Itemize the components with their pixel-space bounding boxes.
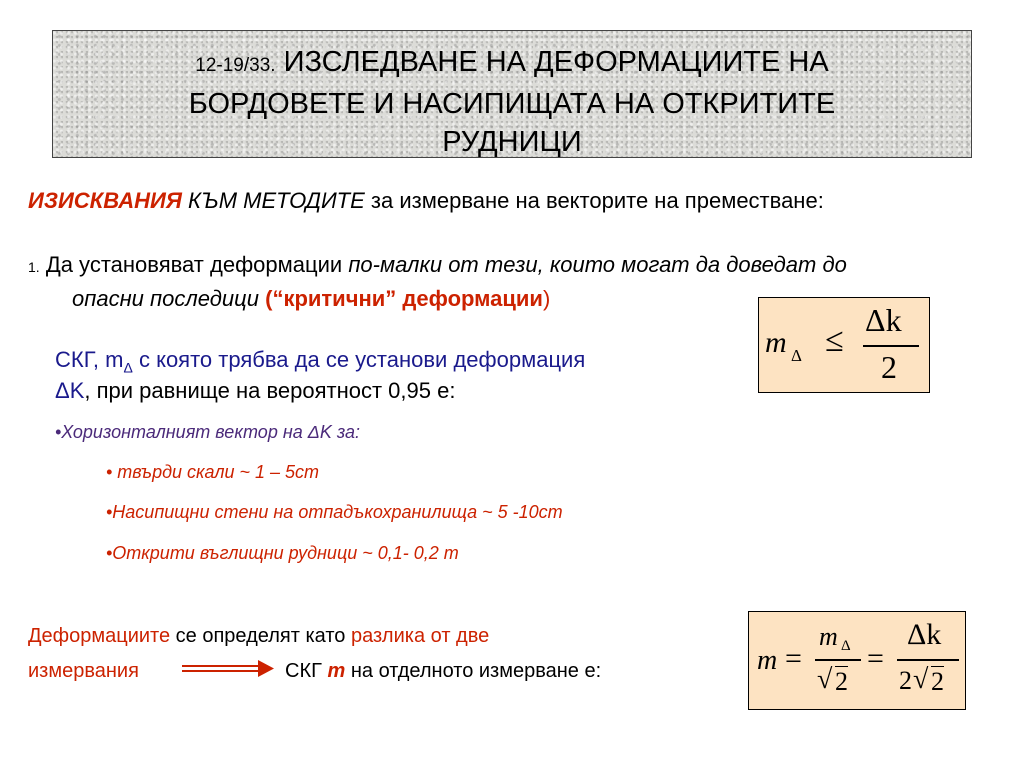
formula-2-m: m [757, 645, 778, 676]
item-1-paren-close: ) [542, 286, 551, 311]
formula-1-den: 2 [881, 349, 897, 385]
arrow-right-icon [180, 657, 276, 679]
measurements-word: измервания [28, 660, 139, 682]
skg-label: СКГ, m [55, 347, 124, 372]
item-1-text-b: по-малки от тези, които могат да доведат до [348, 252, 847, 277]
slide-number: 12-19/33. [195, 55, 276, 76]
item-1-paren-open: ( [265, 286, 273, 311]
bottom-line-1 [28, 625, 489, 648]
formula-m-delta [758, 297, 930, 393]
formula-2-num-1-sub: Δ [841, 638, 851, 654]
sqrt-icon: √ [817, 664, 833, 695]
m-symbol: m [327, 660, 346, 682]
horizontal-vector: •Хоризонталният вектор на ΔK за: [55, 422, 361, 442]
formula-1-sub: Δ [791, 346, 802, 365]
formula-2-den-2-coef: 2 [899, 666, 912, 695]
formula-1-m: m [765, 326, 787, 359]
to-methods: КЪМ МЕТОДИТЕ [188, 188, 365, 213]
item-1-number: 1. [28, 259, 40, 275]
bottom-defined-as: се определят като [170, 625, 351, 647]
title-line-3: РУДНИЦИ [442, 126, 582, 158]
formula-1-fraction-bar [863, 345, 919, 347]
skg-line-1 [55, 347, 585, 375]
formula-2-den-2: 2 [931, 667, 944, 696]
title-line-2: БОРДОВЕТЕ И НАСИПИЩАТА НА ОТКРИТИТЕ [188, 88, 836, 120]
bottom-line-2-rest: на отделното измерване е: [345, 660, 602, 682]
formula-2-fraction-bar-1 [815, 659, 861, 661]
delta-k: ΔK [55, 378, 85, 403]
requirements-heading [28, 188, 824, 214]
bullet-hard-rocks: • твърди скали ~ 1 – 5cm [106, 462, 320, 482]
slide-title-box [52, 30, 972, 158]
sqrt-icon: √ [913, 664, 929, 695]
formula-2-num-2: Δk [907, 618, 942, 651]
skg-bottom: СКГ [285, 660, 328, 682]
item-1-line-2 [72, 286, 550, 312]
skg-sub: Δ [123, 359, 133, 376]
item-1-line-1 [28, 252, 847, 278]
formula-1-num: Δk [865, 302, 902, 338]
requirements-rest: за измерване на векторите на преместване: [370, 188, 824, 213]
formula-2-num-1: m [819, 622, 838, 651]
slide-title [53, 43, 971, 161]
bullet-coal-mines: •Открити въглищни рудници ~ 0,1- 0,2 m [106, 543, 459, 563]
formula-m-single [748, 611, 966, 710]
skg-line-2 [55, 378, 455, 404]
formula-1-leq: ≤ [825, 322, 844, 359]
bottom-line-2 [285, 660, 601, 683]
critical-deformations: “критични” деформации [272, 286, 543, 311]
formula-2-eq-1: = [785, 642, 802, 675]
item-1-text-a: Да установяват деформации [45, 252, 343, 277]
skg-line-2-rest: , при равнище на вероятност 0,95 е: [84, 378, 456, 403]
bullet-waste-dumps: •Насипищни стени на отпадъкохранилища ~ 5 -10cm [106, 502, 563, 522]
formula-2-eq-2: = [867, 642, 884, 675]
item-1-text-c: опасни последици [72, 286, 259, 311]
difference-of-two: разлика от две [350, 625, 490, 647]
requirements-word: ИЗИСКВАНИЯ [28, 188, 182, 213]
formula-2-den-1: 2 [835, 667, 848, 696]
deformations-word: Деформациите [28, 625, 171, 647]
title-line-1: ИЗСЛЕДВАНЕ НА ДЕФОРМАЦИИТЕ НА [283, 46, 829, 78]
skg-line-1-rest: с която трябва да се установи деформация [132, 347, 586, 372]
formula-2-fraction-bar-2 [897, 659, 959, 661]
